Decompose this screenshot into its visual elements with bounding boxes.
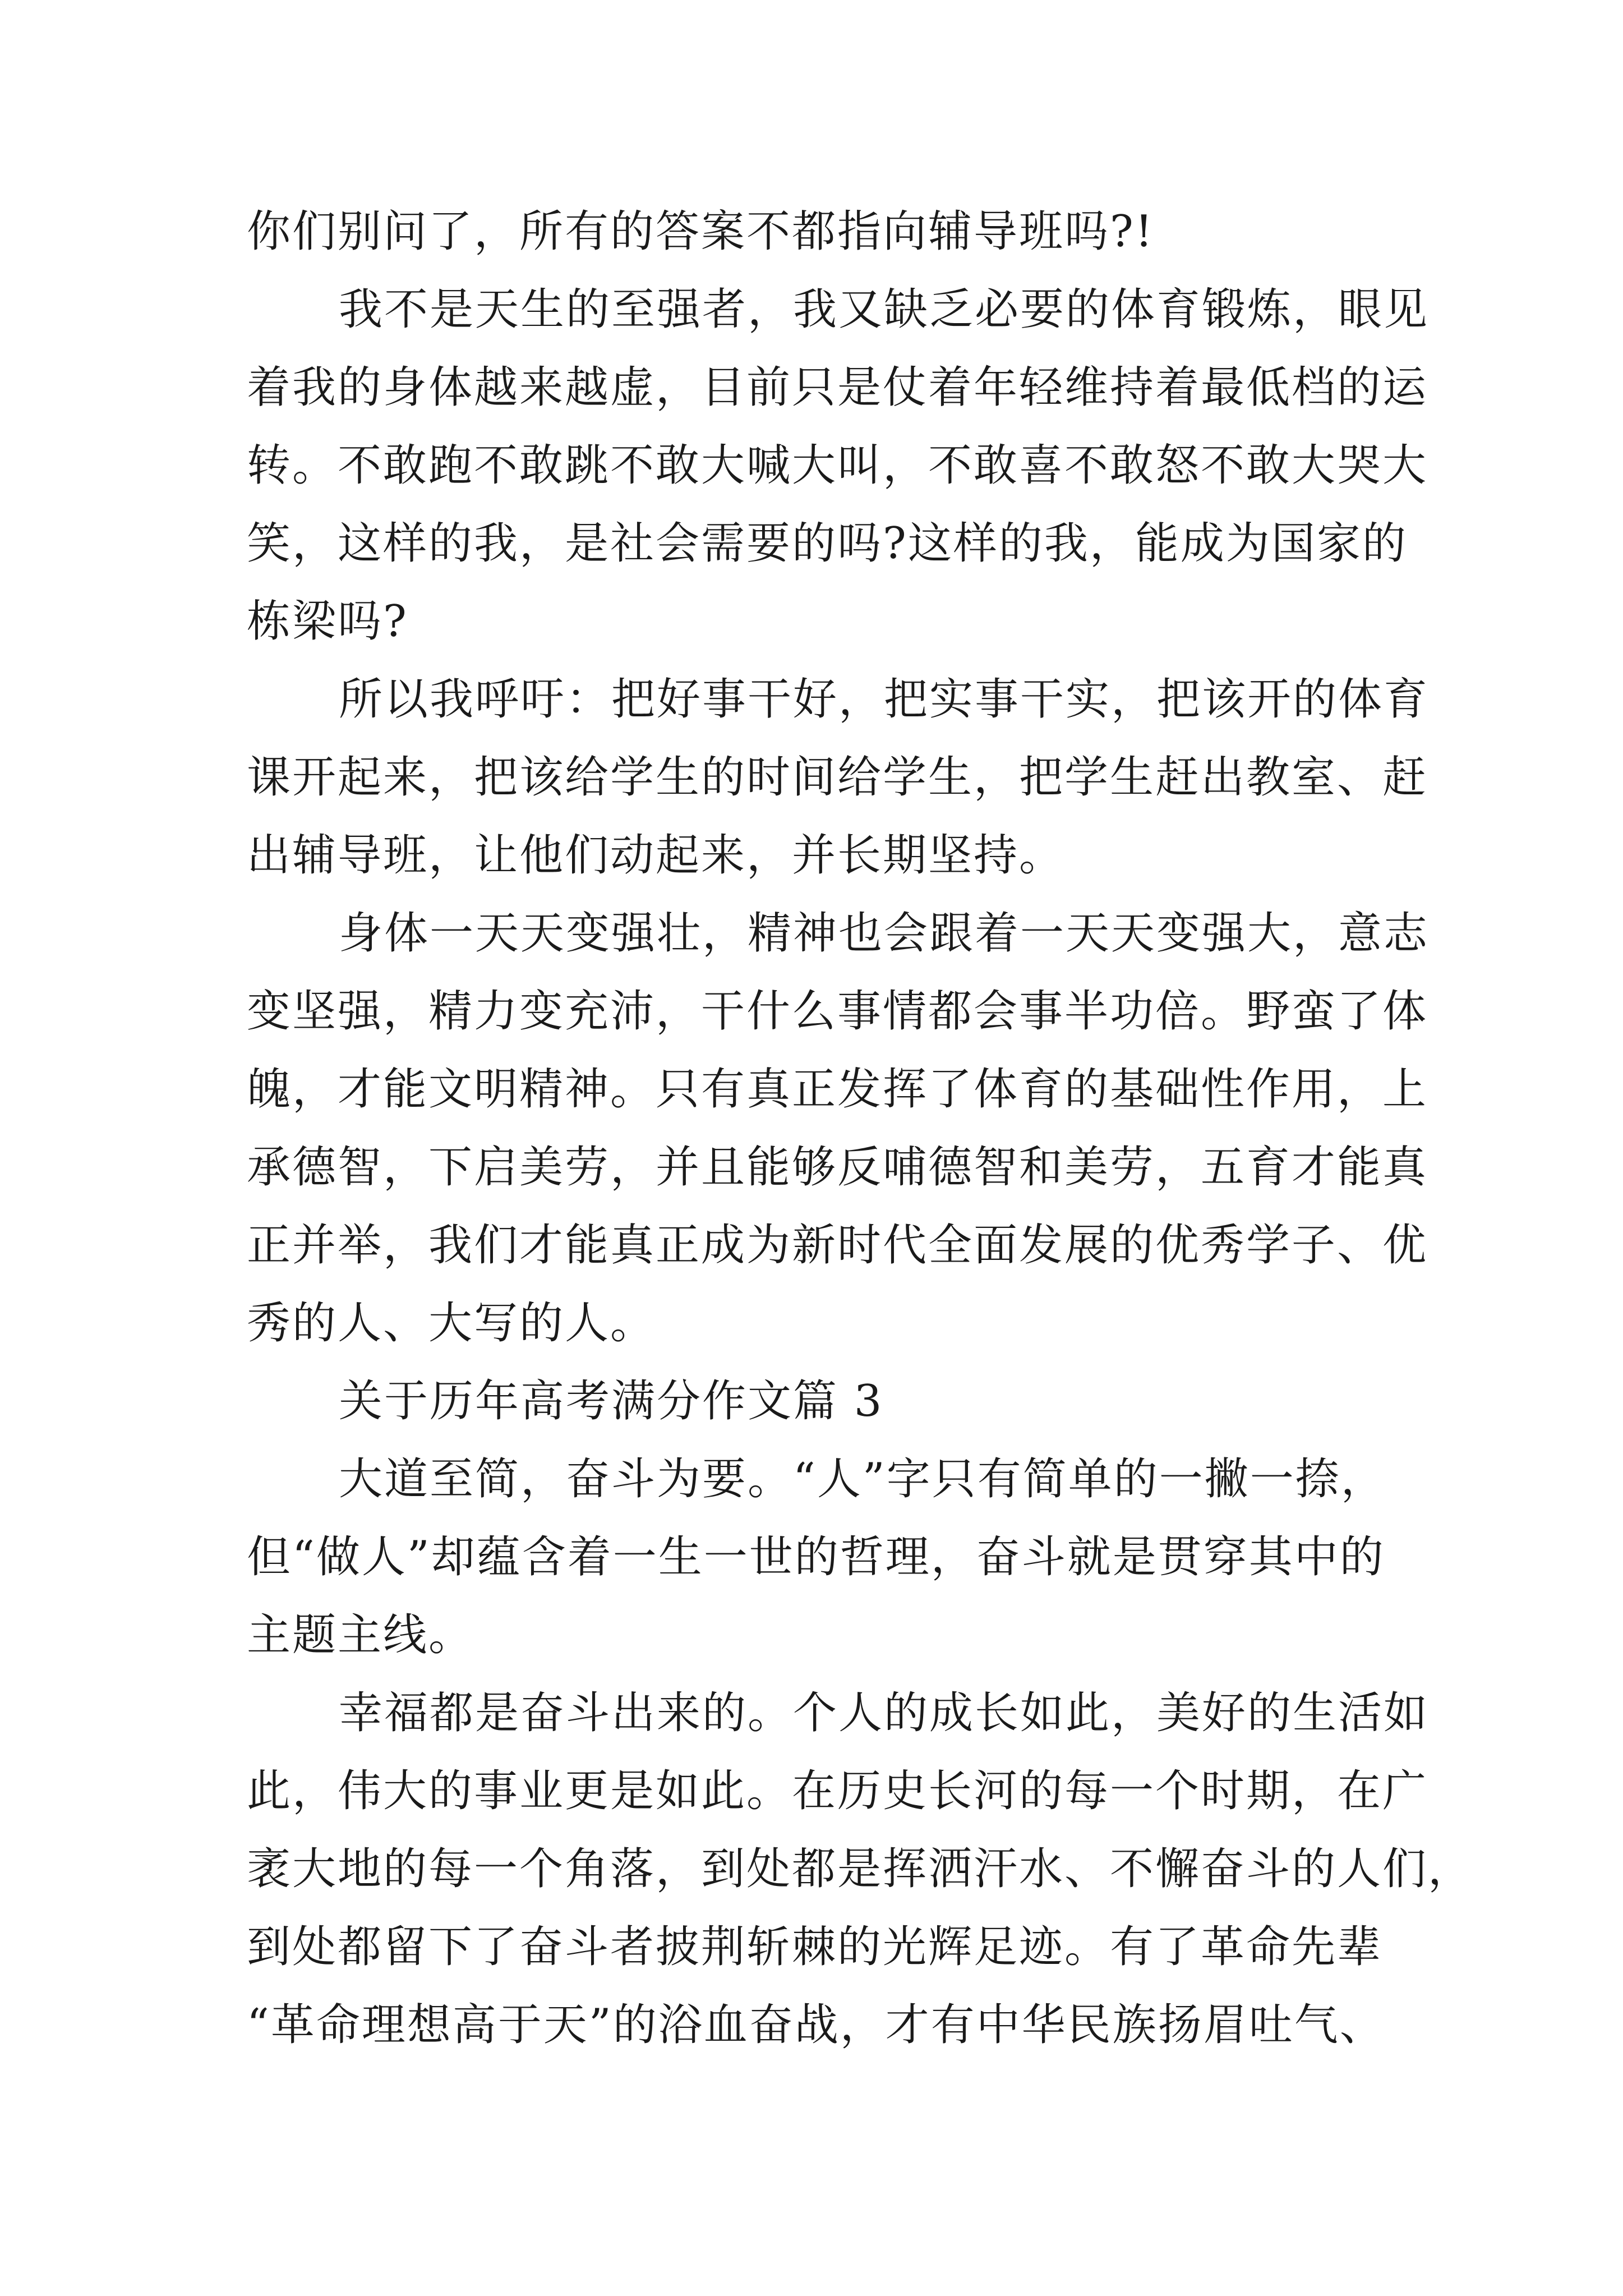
text-line: 但“做人”却蕴含着一生一世的哲理，奋斗就是贯穿其中的 bbox=[247, 1532, 1385, 1582]
text-line: 你们别问了，所有的答案不都指向辅导班吗?! bbox=[247, 206, 1155, 257]
paragraph-first-line: 我不是天生的至强者，我又缺乏必要的体育锻炼，眼见 bbox=[339, 284, 1430, 335]
text-line: 出辅导班，让他们动起来，并长期坚持。 bbox=[247, 830, 1065, 881]
text-line: 到处都留下了奋斗者披荆斩棘的光辉足迹。有了革命先辈 bbox=[247, 1922, 1383, 1972]
text-line: 转。不敢跑不敢跳不敢大喊大叫，不敢喜不敢怒不敢大哭大 bbox=[247, 440, 1428, 491]
paragraph-first-line: 身体一天天变强壮，精神也会跟着一天天变强大，意志 bbox=[339, 908, 1430, 959]
paragraph-first-line: 幸福都是奋斗出来的。个人的成长如此，美好的生活如 bbox=[339, 1688, 1430, 1738]
text-line: 变坚强，精力变充沛，干什么事情都会事半功倍。野蛮了体 bbox=[247, 986, 1428, 1037]
text-line: 魄，才能文明精神。只有真正发挥了体育的基础性作用，上 bbox=[247, 1064, 1428, 1115]
text-line: 正并举，我们才能真正成为新时代全面发展的优秀学子、优 bbox=[247, 1220, 1428, 1271]
paragraph-first-line: 大道至简，奋斗为要。“人”字只有简单的一撇一捺， bbox=[339, 1454, 1386, 1504]
text-line: 笑，这样的我，是社会需要的吗?这样的我，能成为国家的 bbox=[247, 518, 1408, 569]
text-line: 袤大地的每一个角落，到处都是挥洒汗水、不懈奋斗的人们， bbox=[247, 1844, 1474, 1894]
text-line: 栋梁吗? bbox=[247, 596, 408, 647]
paragraph-first-line: 所以我呼吁：把好事干好，把实事干实，把该开的体育 bbox=[339, 674, 1430, 725]
section-heading: 关于历年高考满分作文篇 3 bbox=[339, 1376, 884, 1427]
text-line: 此，伟大的事业更是如此。在历史长河的每一个时期，在广 bbox=[247, 1766, 1428, 1816]
text-line: “革命理想高于天”的浴血奋战，才有中华民族扬眉吐气、 bbox=[247, 2000, 1385, 2050]
text-line: 主题主线。 bbox=[247, 1610, 474, 1660]
text-line: 着我的身体越来越虚，目前只是仗着年轻维持着最低档的运 bbox=[247, 362, 1428, 413]
text-line: 承德智，下启美劳，并且能够反哺德智和美劳，五育才能真 bbox=[247, 1142, 1428, 1193]
text-line: 课开起来，把该给学生的时间给学生，把学生赶出教室、赶 bbox=[247, 752, 1428, 803]
text-line: 秀的人、大写的人。 bbox=[247, 1298, 656, 1349]
